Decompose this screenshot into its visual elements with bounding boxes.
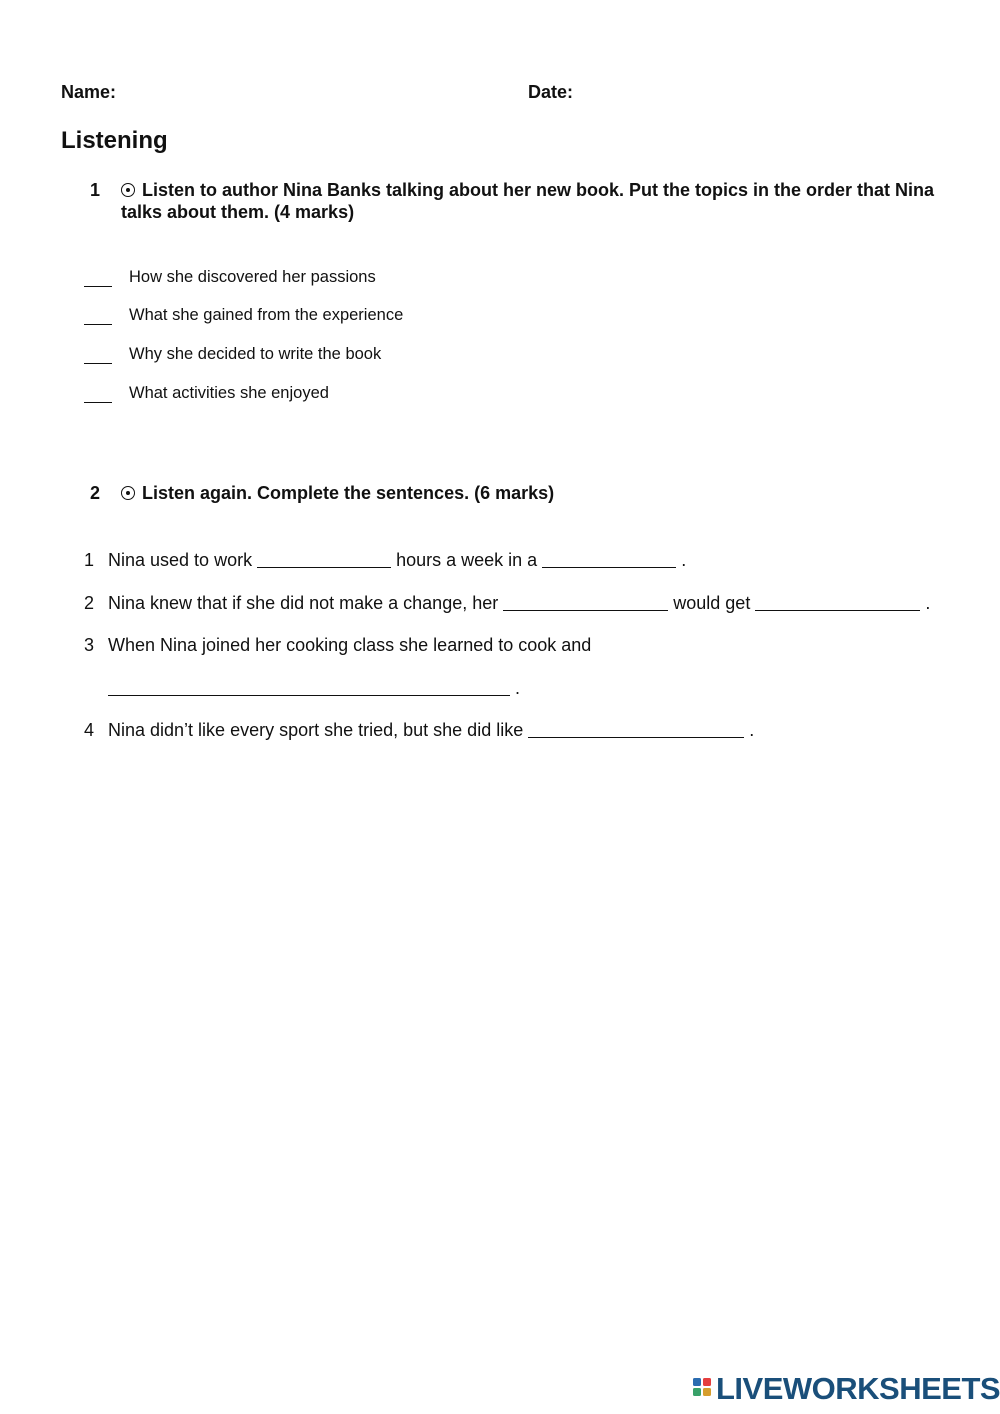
logo-square [693,1388,701,1396]
question-1-instruction: Listen to author Nina Banks talking about her new book. Put the topics in the order that Nina talks about them. (4 marks) [121,180,935,222]
topic-item: How she discovered her passions [129,268,376,286]
sentence-number: 2 [84,593,95,613]
topic-item: What she gained from the experience [129,306,404,324]
liveworksheets-logo-icon [693,1378,713,1398]
sentence-text: hours a week in a [396,550,538,570]
sentence-number: 1 [84,550,95,570]
order-blank[interactable] [84,312,112,325]
answer-blank[interactable] [755,594,920,611]
answer-blank[interactable] [108,679,510,696]
answer-blank[interactable] [503,594,668,611]
logo-square [693,1378,701,1386]
sentence-end: . [925,593,931,613]
name-label: Name: [61,82,117,102]
topic-item: What activities she enjoyed [129,384,329,402]
sentence-text: Nina used to work [108,550,253,570]
question-2-instruction: Listen again. Complete the sentences. (6 marks) [121,482,554,504]
topic-item: Why she decided to write the book [129,345,382,363]
sentence-4 [108,720,754,741]
sentence-3-continuation [108,678,520,699]
sentence-text: would get [673,593,751,613]
sentence-end: . [681,550,687,570]
sentence-end: . [515,678,521,698]
logo-square [703,1388,711,1396]
question-1-number: 1 [90,180,101,200]
sentence-number: 3 [84,635,95,655]
sentence-2 [108,593,930,614]
audio-icon[interactable] [121,183,135,197]
logo-square [703,1378,711,1386]
answer-blank[interactable] [528,721,744,738]
order-blank[interactable] [84,274,112,287]
date-label: Date: [528,82,574,102]
answer-blank[interactable] [542,551,676,568]
sentence-3: When Nina joined her cooking class she learned to cook and [108,635,592,655]
sentence-number: 4 [84,720,95,740]
sentence-1 [108,550,686,571]
liveworksheets-logo[interactable]: LIVEWORKSHEETS [716,1371,1000,1406]
sentence-end: . [749,720,755,740]
sentence-text: Nina knew that if she did not make a change, her [108,593,499,613]
sentence-text: Nina didn’t like every sport she tried, but she did like [108,720,524,740]
order-blank[interactable] [84,390,112,403]
answer-blank[interactable] [257,551,391,568]
section-title: Listening [61,127,168,154]
question-2-number: 2 [90,483,101,503]
order-blank[interactable] [84,351,112,364]
audio-icon[interactable] [121,486,135,500]
